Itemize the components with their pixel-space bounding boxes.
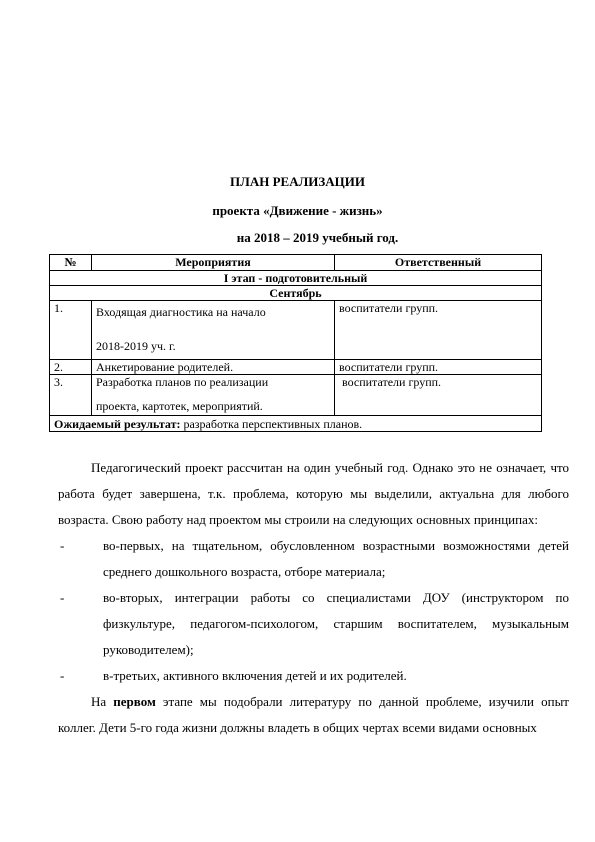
list-dash: - [60, 590, 65, 605]
p2-bold-word: первом [113, 694, 156, 709]
month-label: Сентябрь [50, 286, 542, 301]
project-subtitle: проекта «Движение - жизнь» [212, 203, 383, 218]
row-event [92, 375, 335, 416]
table-row [50, 375, 542, 416]
body-text [58, 455, 569, 741]
result-label: Ожидаемый результат: [54, 417, 181, 431]
stage-label: I этап - подготовительный [50, 271, 542, 286]
row-event-line: 2018-2019 уч. г. [96, 339, 176, 353]
table-row [50, 360, 542, 375]
p2-rest: этапе мы подобрали литературу по данной проблеме, изучили опыт коллег. Дети 5-го года жизни должны владеть в общих чертах всеми видами основных [58, 694, 569, 735]
row-event-line: Разработка планов по реализации [96, 375, 269, 389]
list-item [58, 663, 569, 689]
paragraph-first-stage [58, 689, 569, 741]
col-header-responsible: Ответственный [335, 255, 542, 271]
month-row [50, 286, 542, 301]
row-event-line: Входящая диагностика на начало [96, 305, 266, 319]
row-event-line: проекта, картотек, мероприятий. [96, 399, 263, 413]
list-dash: - [60, 538, 65, 553]
table-row [50, 301, 542, 360]
paragraph-intro: Педагогический проект рассчитан на один учебный год. Однако это не означает, что работа будет завершена, т.к. проблема, которую мы выделили, актуальна для любого возраста. Свою работу над проектом мы строили на следующих основных принципах: [58, 460, 569, 527]
result-text: разработка перспективных планов. [180, 417, 363, 431]
list-item [58, 533, 569, 585]
table-header-row [50, 255, 542, 271]
row-responsible: воспитатели групп. [335, 375, 542, 416]
col-header-number: № [50, 255, 92, 271]
row-number: 3. [50, 375, 92, 416]
list-dash: - [60, 668, 65, 683]
stage-row [50, 271, 542, 286]
row-responsible: воспитатели групп. [335, 301, 542, 360]
row-number: 2. [50, 360, 92, 375]
col-header-events: Мероприятия [92, 255, 335, 271]
plan-period: на 2018 – 2019 учебный год. [236, 230, 399, 245]
plan-table [49, 254, 542, 432]
row-event: Анкетирование родителей. [92, 360, 335, 375]
list-item-text: во-первых, на тщательном, обусловленном возрастными возможностями детей среднего дошкольного возраста, отборе материала; [103, 538, 569, 579]
list-item-text: в-третьих, активного включения детей и их родителей. [103, 668, 407, 683]
row-number: 1. [50, 301, 92, 360]
list-item [58, 585, 569, 663]
row-event [92, 301, 335, 360]
plan-title: ПЛАН РЕАЛИЗАЦИИ [230, 174, 365, 189]
expected-result [50, 416, 542, 432]
row-responsible: воспитатели групп. [335, 360, 542, 375]
list-item-text: во-вторых, интеграции работы со специалистами ДОУ (инструктором по физкультуре, педагогом-психологом, старшим воспитателем, музыкальным руководителем); [103, 590, 569, 657]
p2-start: На [91, 694, 114, 709]
result-row [50, 416, 542, 432]
